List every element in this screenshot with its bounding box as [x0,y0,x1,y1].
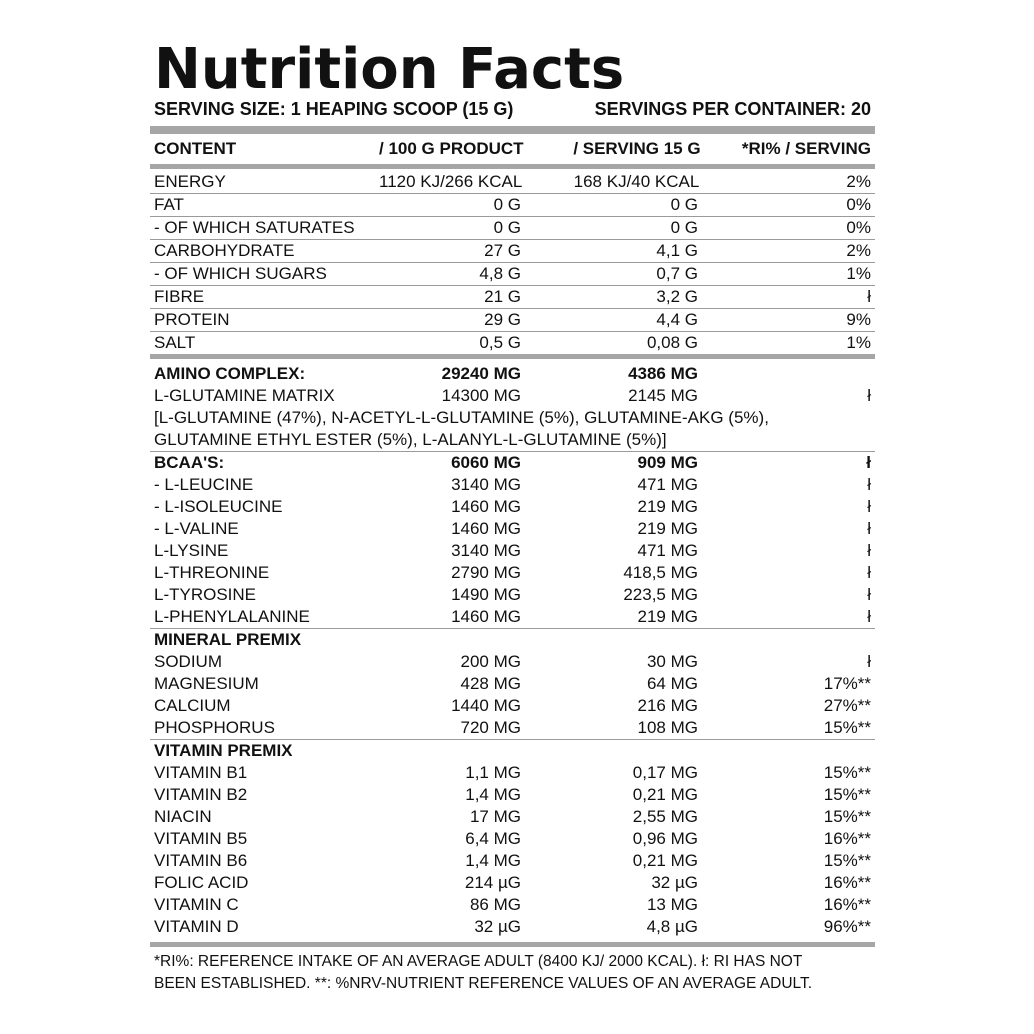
table-row [150,695,875,717]
table-row [150,332,875,354]
table-row [150,850,875,872]
row-name: - L-LEUCINE [154,475,254,494]
row-per-serving: 32 µG [651,873,698,892]
header-per-100g: / 100 G PRODUCT [379,139,524,158]
row-ri: 1% [846,264,871,283]
table-row [150,171,875,194]
table-row [150,828,875,850]
nutrition-label [150,37,875,995]
row-per-100g: 1120 KJ/266 KCAL [379,172,523,191]
row-ri: ł [867,287,871,306]
row-per-serving: 4386 MG [628,364,698,383]
row-name: VITAMIN B5 [154,829,248,848]
table-row [150,263,875,286]
row-per-serving: 471 MG [637,541,698,560]
row-ri: 16%** [823,895,871,914]
row-ri: ł [867,519,871,538]
row-name: VITAMIN C [154,895,239,914]
row-per-serving: 418,5 MG [623,563,698,582]
vitamin-header-row [150,740,875,762]
header-per-serving: / SERVING 15 G [573,139,701,158]
row-name: - L-VALINE [154,519,239,538]
row-ri: 2% [846,172,871,191]
row-per-100g: 1460 MG [451,607,521,626]
row-per-100g: 17 MG [469,807,521,826]
row-per-100g: 1490 MG [451,585,521,604]
row-ri: 9% [846,310,871,329]
glutamine-note-line-1: [L-GLUTAMINE (47%), N-ACETYL-L-GLUTAMINE (5%), GLUTAMINE-AKG (5%), [154,408,769,427]
row-ri: 27%** [823,696,871,715]
serving-info [150,98,875,120]
row-name: L-PHENYLALANINE [154,607,310,626]
glutamine-row [150,385,875,407]
row-ri: ł [867,652,871,671]
table-row [150,240,875,263]
row-ri: ł [867,541,871,560]
section-title: VITAMIN PREMIX [154,741,293,760]
row-per-serving: 0,21 MG [632,851,698,870]
row-name: L-TYROSINE [154,585,257,604]
row-per-serving: 219 MG [637,607,698,626]
table-row [150,784,875,806]
row-ri: ł [867,475,871,494]
row-per-100g: 3140 MG [451,541,521,560]
row-per-100g: 0 G [493,218,521,237]
row-per-serving: 219 MG [637,497,698,516]
row-name: VITAMIN B6 [154,851,248,870]
row-per-serving: 108 MG [637,718,698,737]
row-name: PROTEIN [154,310,230,329]
table-row [150,562,875,584]
row-per-100g: 720 MG [460,718,521,737]
row-name: - OF WHICH SATURATES [154,218,355,237]
row-ri: ł [867,585,871,604]
row-ri: 15%** [823,718,871,737]
table-row [150,194,875,217]
row-name: MAGNESIUM [154,674,259,693]
footnote-line-2: BEEN ESTABLISHED. **: %NRV-NUTRIENT REFERENCE VALUES OF AN AVERAGE ADULT. [154,975,813,992]
bottom-divider-bar [150,942,875,947]
row-ri: 96%** [823,917,871,936]
row-ri: 0% [846,195,871,214]
row-per-100g: 1460 MG [451,497,521,516]
table-row [150,286,875,309]
row-name: AMINO COMPLEX: [154,364,306,383]
row-per-serving: 0 G [670,218,698,237]
row-per-100g: 6,4 MG [465,829,521,848]
vitamin-items [150,762,875,938]
row-ri: ł [867,607,871,626]
header-content: CONTENT [154,139,237,158]
row-ri: 2% [846,241,871,260]
row-per-100g: 29 G [484,310,521,329]
table-row [150,894,875,916]
row-ri: 1% [846,333,871,352]
row-per-100g: 6060 MG [451,453,521,472]
header-ri: *RI% / SERVING [741,139,871,158]
row-name: FOLIC ACID [154,873,249,892]
row-per-serving: 0,08 G [646,333,698,352]
table-row [150,762,875,784]
row-per-serving: 0,17 MG [632,763,698,782]
row-name: FIBRE [154,287,205,306]
header-divider-bar [150,164,875,169]
row-ri: 0% [846,218,871,237]
row-ri: 15%** [823,851,871,870]
row-name: FAT [154,195,184,214]
row-name: CALCIUM [154,696,231,715]
row-per-serving: 4,8 µG [646,917,698,936]
row-ri: 16%** [823,829,871,848]
row-per-serving: 2,55 MG [632,807,698,826]
row-per-serving: 471 MG [637,475,698,494]
row-per-serving: 909 MG [637,453,698,472]
row-name: VITAMIN D [154,917,239,936]
row-per-100g: 200 MG [460,652,521,671]
bcaa-row [150,452,875,474]
table-row [150,606,875,629]
table-row [150,673,875,695]
row-per-serving: 30 MG [646,652,698,671]
row-name: L-GLUTAMINE MATRIX [154,386,335,405]
row-per-100g: 3140 MG [451,475,521,494]
mineral-items [150,651,875,740]
row-name: SODIUM [154,652,222,671]
footnote-line-1: *RI%: REFERENCE INTAKE OF AN AVERAGE ADULT (8400 KJ/ 2000 KCAL). ł: RI HAS NOT [154,953,803,970]
row-per-serving: 216 MG [637,696,698,715]
row-per-100g: 1,1 MG [465,763,521,782]
section-title: MINERAL PREMIX [154,630,302,649]
row-name: NIACIN [154,807,212,826]
row-name: BCAA'S: [154,453,225,472]
row-ri: ł [867,563,871,582]
table-row [150,474,875,496]
row-name: SALT [154,333,196,352]
row-per-100g: 86 MG [469,895,521,914]
row-per-serving: 168 KJ/40 KCAL [573,172,700,191]
row-ri: 15%** [823,763,871,782]
row-per-100g: 1,4 MG [465,851,521,870]
table-row [150,916,875,938]
row-name: L-LYSINE [154,541,229,560]
mineral-section [150,629,875,740]
row-per-100g: 27 G [484,241,521,260]
row-name: ENERGY [154,172,226,191]
row-ri: 15%** [823,807,871,826]
row-per-100g: 2790 MG [451,563,521,582]
row-per-serving: 0,96 MG [632,829,698,848]
row-name: VITAMIN B1 [154,763,248,782]
row-per-100g: 1,4 MG [465,785,521,804]
row-per-100g: 428 MG [460,674,521,693]
row-per-100g: 14300 MG [441,386,521,405]
amino-complex-row [150,363,875,385]
row-per-serving: 223,5 MG [623,585,698,604]
row-ri: 16%** [823,873,871,892]
serving-size: SERVING SIZE: 1 HEAPING SCOOP (15 G) [154,99,514,119]
page-title: Nutrition Facts [154,37,625,102]
row-name: - L-ISOLEUCINE [154,497,283,516]
row-per-100g: 29240 MG [441,364,521,383]
row-per-serving: 3,2 G [656,287,698,306]
table-row [150,651,875,673]
row-per-100g: 0 G [493,195,521,214]
row-ri: ł [866,453,871,472]
row-name: - OF WHICH SUGARS [154,264,327,283]
row-name: L-THREONINE [154,563,270,582]
row-per-100g: 32 µG [474,917,521,936]
table-row [150,518,875,540]
row-per-100g: 1460 MG [451,519,521,538]
row-per-serving: 4,4 G [656,310,698,329]
row-per-100g: 0,5 G [479,333,521,352]
nutrients-section [150,171,875,354]
table-row [150,496,875,518]
table-row [150,309,875,332]
amino-section [150,363,875,629]
table-row [150,717,875,740]
row-ri: ł [867,497,871,516]
top-divider-bar [150,126,875,134]
row-per-100g: 1440 MG [451,696,521,715]
row-name: PHOSPHORUS [154,718,275,737]
glutamine-note-line-2: GLUTAMINE ETHYL ESTER (5%), L-ALANYL-L-GLUTAMINE (5%)] [150,429,875,452]
row-name: VITAMIN B2 [154,785,248,804]
row-name: CARBOHYDRATE [154,241,295,260]
row-per-100g: 4,8 G [479,264,521,283]
row-per-serving: 4,1 G [656,241,698,260]
row-per-serving: 0,7 G [656,264,698,283]
row-per-serving: 2145 MG [628,386,698,405]
nutrients-divider-bar [150,354,875,359]
row-ri: 15%** [823,785,871,804]
table-header-row [150,134,875,164]
row-per-serving: 219 MG [637,519,698,538]
table-row [150,872,875,894]
footnote [150,951,875,995]
row-per-serving: 0 G [670,195,698,214]
row-ri: 17%** [823,674,871,693]
table-row [150,584,875,606]
row-ri: ł [867,386,871,405]
row-per-100g: 21 G [484,287,521,306]
table-row [150,806,875,828]
servings-per-container: SERVINGS PER CONTAINER: 20 [594,99,871,119]
row-per-serving: 0,21 MG [632,785,698,804]
table-row [150,217,875,240]
vitamin-section [150,740,875,938]
row-per-100g: 214 µG [464,873,521,892]
amino-items [150,474,875,629]
mineral-header-row [150,629,875,651]
row-per-serving: 64 MG [646,674,698,693]
table-row [150,540,875,562]
row-per-serving: 13 MG [646,895,698,914]
